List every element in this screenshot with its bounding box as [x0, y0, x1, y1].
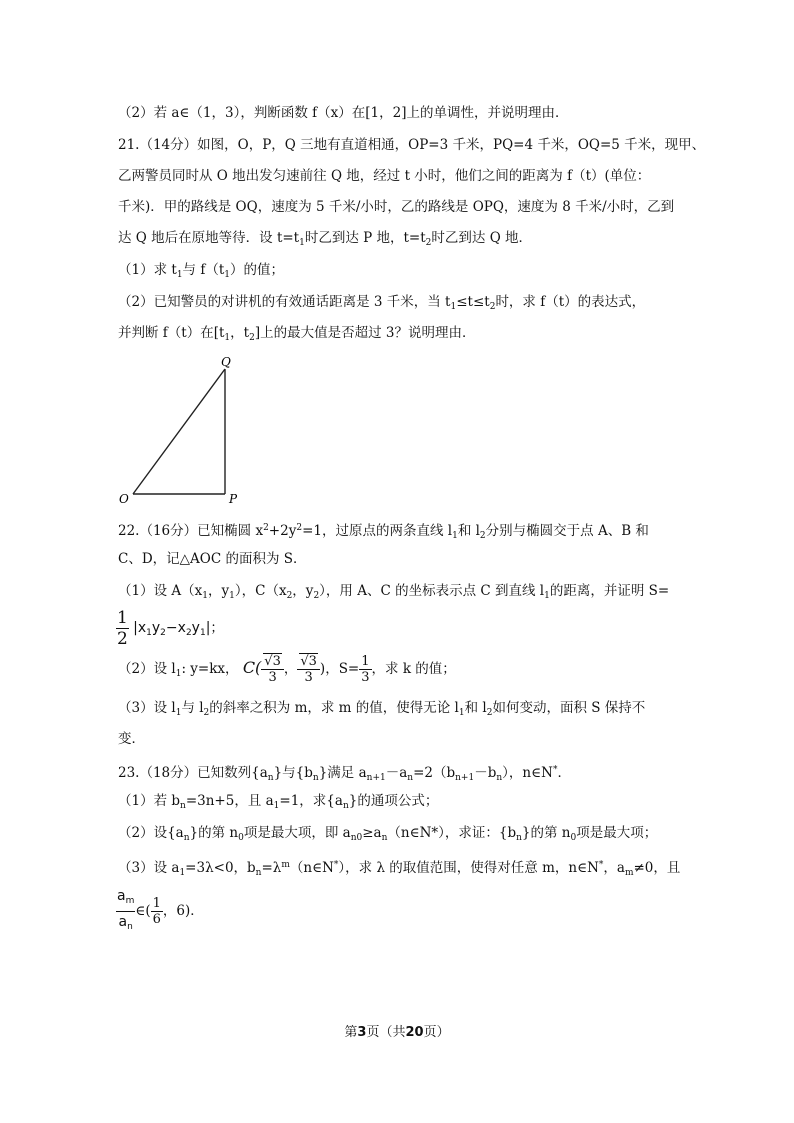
den: 3 [304, 670, 313, 685]
p21-question-2-cont [118, 323, 475, 348]
den: 2 [117, 629, 128, 649]
text: 与 l [181, 700, 204, 716]
p21-question-2 [118, 292, 645, 317]
text: }满足 a [318, 765, 367, 781]
text: （2）设 l [118, 661, 176, 677]
text: =3λ<0，b [185, 860, 256, 876]
p21-question-1 [118, 260, 284, 285]
text: }与{b [273, 765, 313, 781]
sub: 1 [273, 801, 280, 811]
p22-line-1 [118, 518, 649, 546]
sub: 1 [458, 708, 465, 718]
sub: n [381, 833, 388, 843]
text: ，a [603, 860, 625, 876]
sub: 1 [175, 708, 182, 718]
text: （n∈N*），求证：{b [387, 825, 517, 841]
fraction-sqrt3-over-3 [297, 654, 320, 685]
text: 时，求 f（t）的表达式， [495, 294, 646, 310]
sup: * [552, 765, 558, 775]
p23-ratio-condition [116, 886, 204, 937]
text: （3）设 a [118, 860, 180, 876]
text: =1，求{a [279, 793, 343, 809]
text: ），求 λ 的取值范围，使得对任意 m，n∈N [338, 860, 599, 876]
text: 达 Q 地后在原地等待．设 t=t [118, 230, 300, 246]
p21-line-4 [118, 228, 532, 253]
sup: 2 [263, 523, 269, 533]
text: 与 f（t [182, 262, 225, 278]
p22-formula-S [116, 608, 224, 649]
sub: 0 [238, 833, 244, 843]
label-P: P [229, 492, 238, 506]
p23-question-2 [118, 823, 657, 848]
num: 1 [117, 608, 128, 628]
problem-20-part-2: （2）若 a∈（1，3），判断函数 f（x）在[1，2]上的单调性，并说明理由． [118, 105, 569, 121]
text: 和 l [457, 523, 480, 539]
text: ∈( [135, 903, 151, 919]
text: y [151, 620, 161, 636]
sub: 2 [249, 333, 255, 343]
p21-line-1: 21.（14分）如图，O，P，Q 三地有直道相通，OP=3 千米，PQ=4 千米，OQ=5 千米，现甲、 [118, 137, 706, 153]
text: 和 l [464, 700, 487, 716]
text: x [177, 620, 186, 636]
text: 并判断 f（t）在[t [118, 325, 225, 341]
sub: 1 [544, 591, 550, 601]
sqrt: √3 [300, 654, 317, 669]
sub: 1 [176, 270, 183, 280]
p23-question-3 [118, 855, 680, 883]
sub: n [180, 801, 186, 811]
text: （2）已知警员的对讲机的有效通话距离是 3 千米，当 t [118, 294, 451, 310]
num: 1 [361, 654, 370, 669]
sub: 2 [425, 238, 432, 248]
sub: 1 [224, 270, 230, 280]
sub: 2 [203, 708, 210, 718]
text: 项是最大项，即 a [243, 825, 351, 841]
text: 项是最大项； [576, 825, 658, 841]
triangle-figure [115, 352, 255, 512]
page-footer [0, 1021, 794, 1040]
text: =λ [261, 860, 282, 876]
num [261, 654, 284, 670]
sub: 1 [146, 628, 152, 638]
p21-line-2: 乙两警员同时从 O 地出发匀速前往 Q 地，经过 t 小时，他们之间的距离为 f（t）(单位： [118, 168, 651, 184]
text: =1，过原点的两条直线 l [302, 523, 453, 539]
text: 页） [423, 1025, 450, 1040]
text: －b [474, 765, 497, 781]
sup: m [281, 860, 290, 870]
text: }的第 n [189, 825, 239, 841]
text: ]上的最大值是否超过 3？说明理由． [254, 325, 476, 341]
sub: 1 [452, 531, 458, 541]
den: 3 [268, 670, 277, 685]
text: ，t [230, 325, 250, 341]
text: ≤t≤t [456, 294, 490, 310]
text: ≥a [362, 825, 382, 841]
text: − [165, 620, 178, 636]
sub: n+1 [455, 773, 475, 783]
text: 的斜率之积为 m，求 m 的值，使得无论 l [209, 700, 459, 716]
sub: 2 [160, 628, 166, 638]
abs-expression: $|x_1y_2-x_2y_1|$ [133, 620, 211, 638]
sub: n [267, 773, 274, 783]
sub: n [407, 773, 414, 783]
text: ，y [207, 583, 230, 599]
num: 1 [152, 896, 161, 911]
text: （1）设 A（x [118, 583, 203, 599]
p22-question-1 [118, 581, 669, 606]
den: 3 [361, 670, 370, 685]
p22-question-3-cont: 变． [118, 731, 145, 747]
text: ），用 A、C 的坐标表示点 C 到直线 l [319, 583, 545, 599]
fraction-sqrt3-over-3 [261, 654, 284, 685]
sub: m [624, 868, 634, 878]
text: 时乙到达 P 地，t=t [304, 230, 426, 246]
sub: 0 [570, 833, 577, 843]
text: y [191, 620, 200, 636]
sub: 1 [199, 628, 206, 638]
label-O: O [119, 492, 129, 506]
text: ≠0，且 [633, 860, 681, 876]
text: 时乙到达 Q 地． [431, 230, 533, 246]
sub: n [127, 922, 133, 932]
sub: n0 [350, 833, 363, 843]
num [297, 654, 320, 670]
text: ，y [292, 583, 314, 599]
sub: 1 [224, 333, 231, 343]
text: ； [210, 620, 224, 636]
sub: 1 [179, 868, 186, 878]
p21-line-3: 千米)．甲的路线是 OQ，速度为 5 千米/小时，乙的路线是 OPQ，速度为 8 千米/小时，乙到 [118, 199, 675, 215]
text: +2y [268, 523, 297, 539]
p23-question-1 [118, 791, 438, 816]
sub: n [342, 801, 349, 811]
total-pages: 20 [405, 1025, 424, 1040]
sub: 1 [299, 238, 305, 248]
p22-question-2 [118, 654, 456, 685]
text: ），C（x [234, 583, 287, 599]
sub: n [255, 868, 262, 878]
fraction-half [116, 608, 129, 649]
segment-OQ [133, 369, 225, 494]
sub: n [183, 833, 190, 843]
sup: * [598, 860, 604, 870]
fraction-one-third [359, 654, 371, 685]
text: 第 [344, 1025, 358, 1040]
p22-line-2: C、D，记△AOC 的面积为 S． [118, 551, 307, 567]
text: ，6)． [162, 903, 204, 919]
sub: 2 [313, 591, 320, 601]
label-Q: Q [221, 355, 231, 369]
text: 页（共 [366, 1025, 406, 1040]
text: （1）若 b [118, 793, 181, 809]
text: （2）设{a [118, 825, 184, 841]
text: ，求 k 的值； [371, 661, 456, 677]
text: 如何变动，面积 S 保持不 [492, 700, 646, 716]
text: ． [557, 765, 571, 781]
text: : y=kx， [181, 661, 239, 677]
text: }的通项公式； [348, 793, 439, 809]
sub: n+1 [366, 773, 386, 783]
sub: 2 [489, 302, 496, 312]
page-number: 3 [357, 1025, 367, 1040]
sub: 2 [479, 531, 486, 541]
sup: * [333, 860, 339, 870]
text: =3n+5，且 a [185, 793, 274, 809]
text: }的第 n [521, 825, 571, 841]
text: ， [283, 661, 298, 677]
text: （n∈N [289, 860, 334, 876]
text: C( [242, 658, 262, 677]
sub: 2 [185, 628, 192, 638]
text: ）的值； [230, 262, 284, 278]
sub: n [516, 833, 522, 843]
text: （1）求 t [118, 262, 177, 278]
den [116, 912, 135, 937]
sub: 2 [486, 708, 493, 718]
text: （3）设 l [118, 700, 176, 716]
den: 6 [152, 912, 161, 927]
sqrt: √3 [264, 654, 281, 669]
text: ），n∈N [502, 765, 553, 781]
sub: 1 [175, 669, 182, 679]
sub: m [125, 896, 135, 906]
sub: 1 [229, 591, 235, 601]
fraction-one-sixth [151, 896, 163, 927]
sup: 2 [296, 523, 303, 533]
p23-line-1 [118, 760, 571, 788]
text: )，S= [319, 661, 360, 677]
text: a [118, 914, 128, 930]
text: 的距离，并证明 S= [549, 583, 670, 599]
sub: n [496, 773, 503, 783]
text: 22.（16分）已知椭圆 x [118, 523, 264, 539]
fraction-am-over-an [116, 886, 135, 937]
sub: n [312, 773, 319, 783]
text: x [137, 620, 147, 636]
text: 分别与椭圆交于点 A、B 和 [485, 523, 649, 539]
text: a [117, 888, 126, 904]
num [116, 886, 135, 912]
text: －a [385, 765, 408, 781]
text: =2（b [413, 765, 456, 781]
sub: 2 [286, 591, 293, 601]
text: 23.（18分）已知数列{a [118, 765, 268, 781]
p22-question-3 [118, 698, 645, 723]
sub: 1 [202, 591, 208, 601]
sub: 1 [450, 302, 457, 312]
